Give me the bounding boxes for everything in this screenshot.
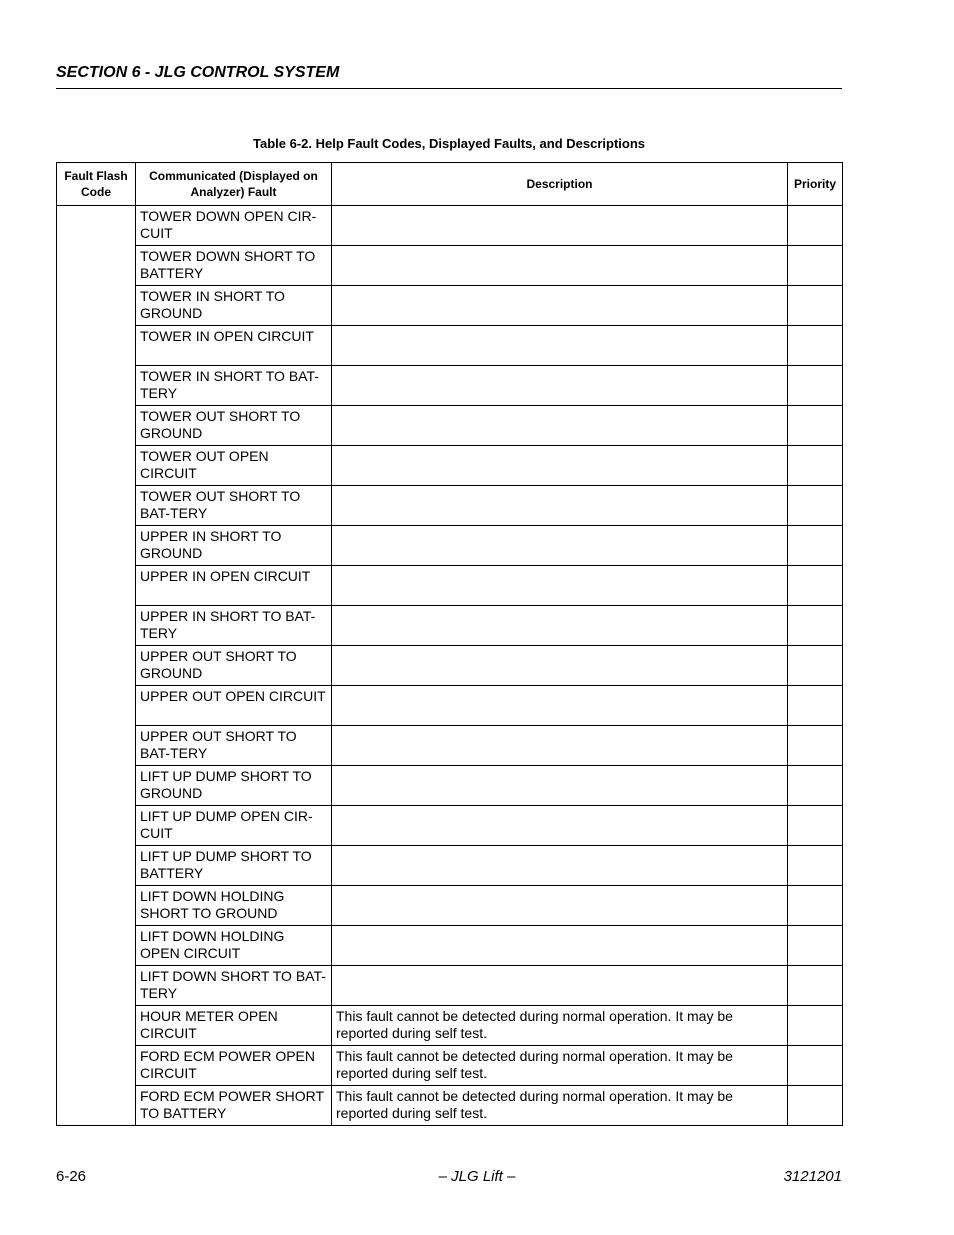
- table-row: [57, 1086, 843, 1126]
- fault-code-table: [56, 162, 843, 1126]
- priority-cell: [788, 966, 843, 1006]
- table-row: [57, 766, 843, 806]
- section-header: SECTION 6 - JLG CONTROL SYSTEM: [56, 64, 842, 89]
- priority-cell: [788, 526, 843, 566]
- table-row: [57, 326, 843, 366]
- table-row: [57, 366, 843, 406]
- priority-cell: [788, 326, 843, 366]
- priority-cell: [788, 926, 843, 966]
- description-cell: [332, 286, 788, 326]
- description-cell: [332, 206, 788, 246]
- fault-name-cell: FORD ECM POWER SHORT TO BATTERY: [136, 1086, 332, 1126]
- column-header-description: Description: [332, 163, 788, 206]
- priority-cell: [788, 766, 843, 806]
- description-cell: This fault cannot be detected during normal operation. It may be reported during self test.: [332, 1046, 788, 1086]
- description-cell: [332, 766, 788, 806]
- fault-name-cell: LIFT UP DUMP SHORT TO BATTERY: [136, 846, 332, 886]
- fault-name-cell: UPPER IN OPEN CIRCUIT: [136, 566, 332, 606]
- priority-cell: [788, 686, 843, 726]
- table-row: [57, 206, 843, 246]
- fault-name-cell: TOWER DOWN OPEN CIR-CUIT: [136, 206, 332, 246]
- fault-name-cell: LIFT DOWN SHORT TO BAT-TERY: [136, 966, 332, 1006]
- description-cell: This fault cannot be detected during normal operation. It may be reported during self test.: [332, 1006, 788, 1046]
- page-number: 6-26: [56, 1168, 87, 1185]
- priority-cell: [788, 486, 843, 526]
- table-row: [57, 646, 843, 686]
- table-row: [57, 846, 843, 886]
- table-row: [57, 286, 843, 326]
- priority-cell: [788, 726, 843, 766]
- priority-cell: [788, 206, 843, 246]
- footer-publisher: – JLG Lift –: [438, 1168, 516, 1185]
- table-row: [57, 1046, 843, 1086]
- priority-cell: [788, 846, 843, 886]
- description-cell: [332, 966, 788, 1006]
- document-number: 3121201: [783, 1168, 842, 1185]
- table-row: [57, 486, 843, 526]
- fault-name-cell: UPPER OUT SHORT TO GROUND: [136, 646, 332, 686]
- fault-name-cell: TOWER OUT SHORT TO BAT-TERY: [136, 486, 332, 526]
- fault-name-cell: TOWER OUT SHORT TO GROUND: [136, 406, 332, 446]
- description-cell: [332, 406, 788, 446]
- priority-cell: [788, 286, 843, 326]
- description-cell: [332, 366, 788, 406]
- fault-name-cell: UPPER OUT OPEN CIRCUIT: [136, 686, 332, 726]
- fault-name-cell: HOUR METER OPEN CIRCUIT: [136, 1006, 332, 1046]
- description-cell: [332, 526, 788, 566]
- description-cell: [332, 806, 788, 846]
- priority-cell: [788, 886, 843, 926]
- fault-name-cell: LIFT DOWN HOLDING SHORT TO GROUND: [136, 886, 332, 926]
- table-row: [57, 406, 843, 446]
- fault-rows: [57, 206, 843, 1126]
- description-cell: [332, 566, 788, 606]
- priority-cell: [788, 1046, 843, 1086]
- priority-cell: [788, 606, 843, 646]
- priority-cell: [788, 806, 843, 846]
- table-row: [57, 566, 843, 606]
- description-cell: [332, 446, 788, 486]
- fault-name-cell: LIFT DOWN HOLDING OPEN CIRCUIT: [136, 926, 332, 966]
- fault-name-cell: LIFT UP DUMP SHORT TO GROUND: [136, 766, 332, 806]
- priority-cell: [788, 406, 843, 446]
- fault-name-cell: UPPER IN SHORT TO BAT-TERY: [136, 606, 332, 646]
- priority-cell: [788, 646, 843, 686]
- description-cell: [332, 486, 788, 526]
- table-header-row: [57, 163, 843, 206]
- description-cell: [332, 326, 788, 366]
- column-header-fault-flash-code: Fault Flash Code: [57, 163, 136, 206]
- description-cell: [332, 926, 788, 966]
- table-title: Table 6-2. Help Fault Codes, Displayed Faults, and Descriptions: [252, 136, 645, 151]
- table-row: [57, 606, 843, 646]
- fault-name-cell: FORD ECM POWER OPEN CIRCUIT: [136, 1046, 332, 1086]
- table-row: [57, 1006, 843, 1046]
- description-cell: [332, 246, 788, 286]
- column-header-communicated-fault: Communicated (Displayed on Analyzer) Fault: [136, 163, 332, 206]
- column-header-priority: Priority: [788, 163, 843, 206]
- fault-name-cell: UPPER OUT SHORT TO BAT-TERY: [136, 726, 332, 766]
- fault-name-cell: TOWER DOWN SHORT TO BATTERY: [136, 246, 332, 286]
- fault-name-cell: TOWER IN OPEN CIRCUIT: [136, 326, 332, 366]
- description-cell: [332, 646, 788, 686]
- fault-name-cell: LIFT UP DUMP OPEN CIR-CUIT: [136, 806, 332, 846]
- table-row: [57, 726, 843, 766]
- table-row: [57, 966, 843, 1006]
- priority-cell: [788, 246, 843, 286]
- table-row: [57, 926, 843, 966]
- description-cell: [332, 886, 788, 926]
- table-row: [57, 886, 843, 926]
- priority-cell: [788, 366, 843, 406]
- priority-cell: [788, 446, 843, 486]
- priority-cell: [788, 1086, 843, 1126]
- fault-flash-code-cell: [57, 206, 136, 1126]
- description-cell: [332, 606, 788, 646]
- description-cell: [332, 726, 788, 766]
- fault-name-cell: UPPER IN SHORT TO GROUND: [136, 526, 332, 566]
- description-cell: [332, 686, 788, 726]
- fault-name-cell: TOWER IN SHORT TO GROUND: [136, 286, 332, 326]
- table-row: [57, 686, 843, 726]
- table-row: [57, 446, 843, 486]
- table-row: [57, 246, 843, 286]
- priority-cell: [788, 1006, 843, 1046]
- fault-name-cell: TOWER IN SHORT TO BAT-TERY: [136, 366, 332, 406]
- table-row: [57, 806, 843, 846]
- description-cell: [332, 846, 788, 886]
- table-row: [57, 526, 843, 566]
- priority-cell: [788, 566, 843, 606]
- description-cell: This fault cannot be detected during normal operation. It may be reported during self test.: [332, 1086, 788, 1126]
- fault-name-cell: TOWER OUT OPEN CIRCUIT: [136, 446, 332, 486]
